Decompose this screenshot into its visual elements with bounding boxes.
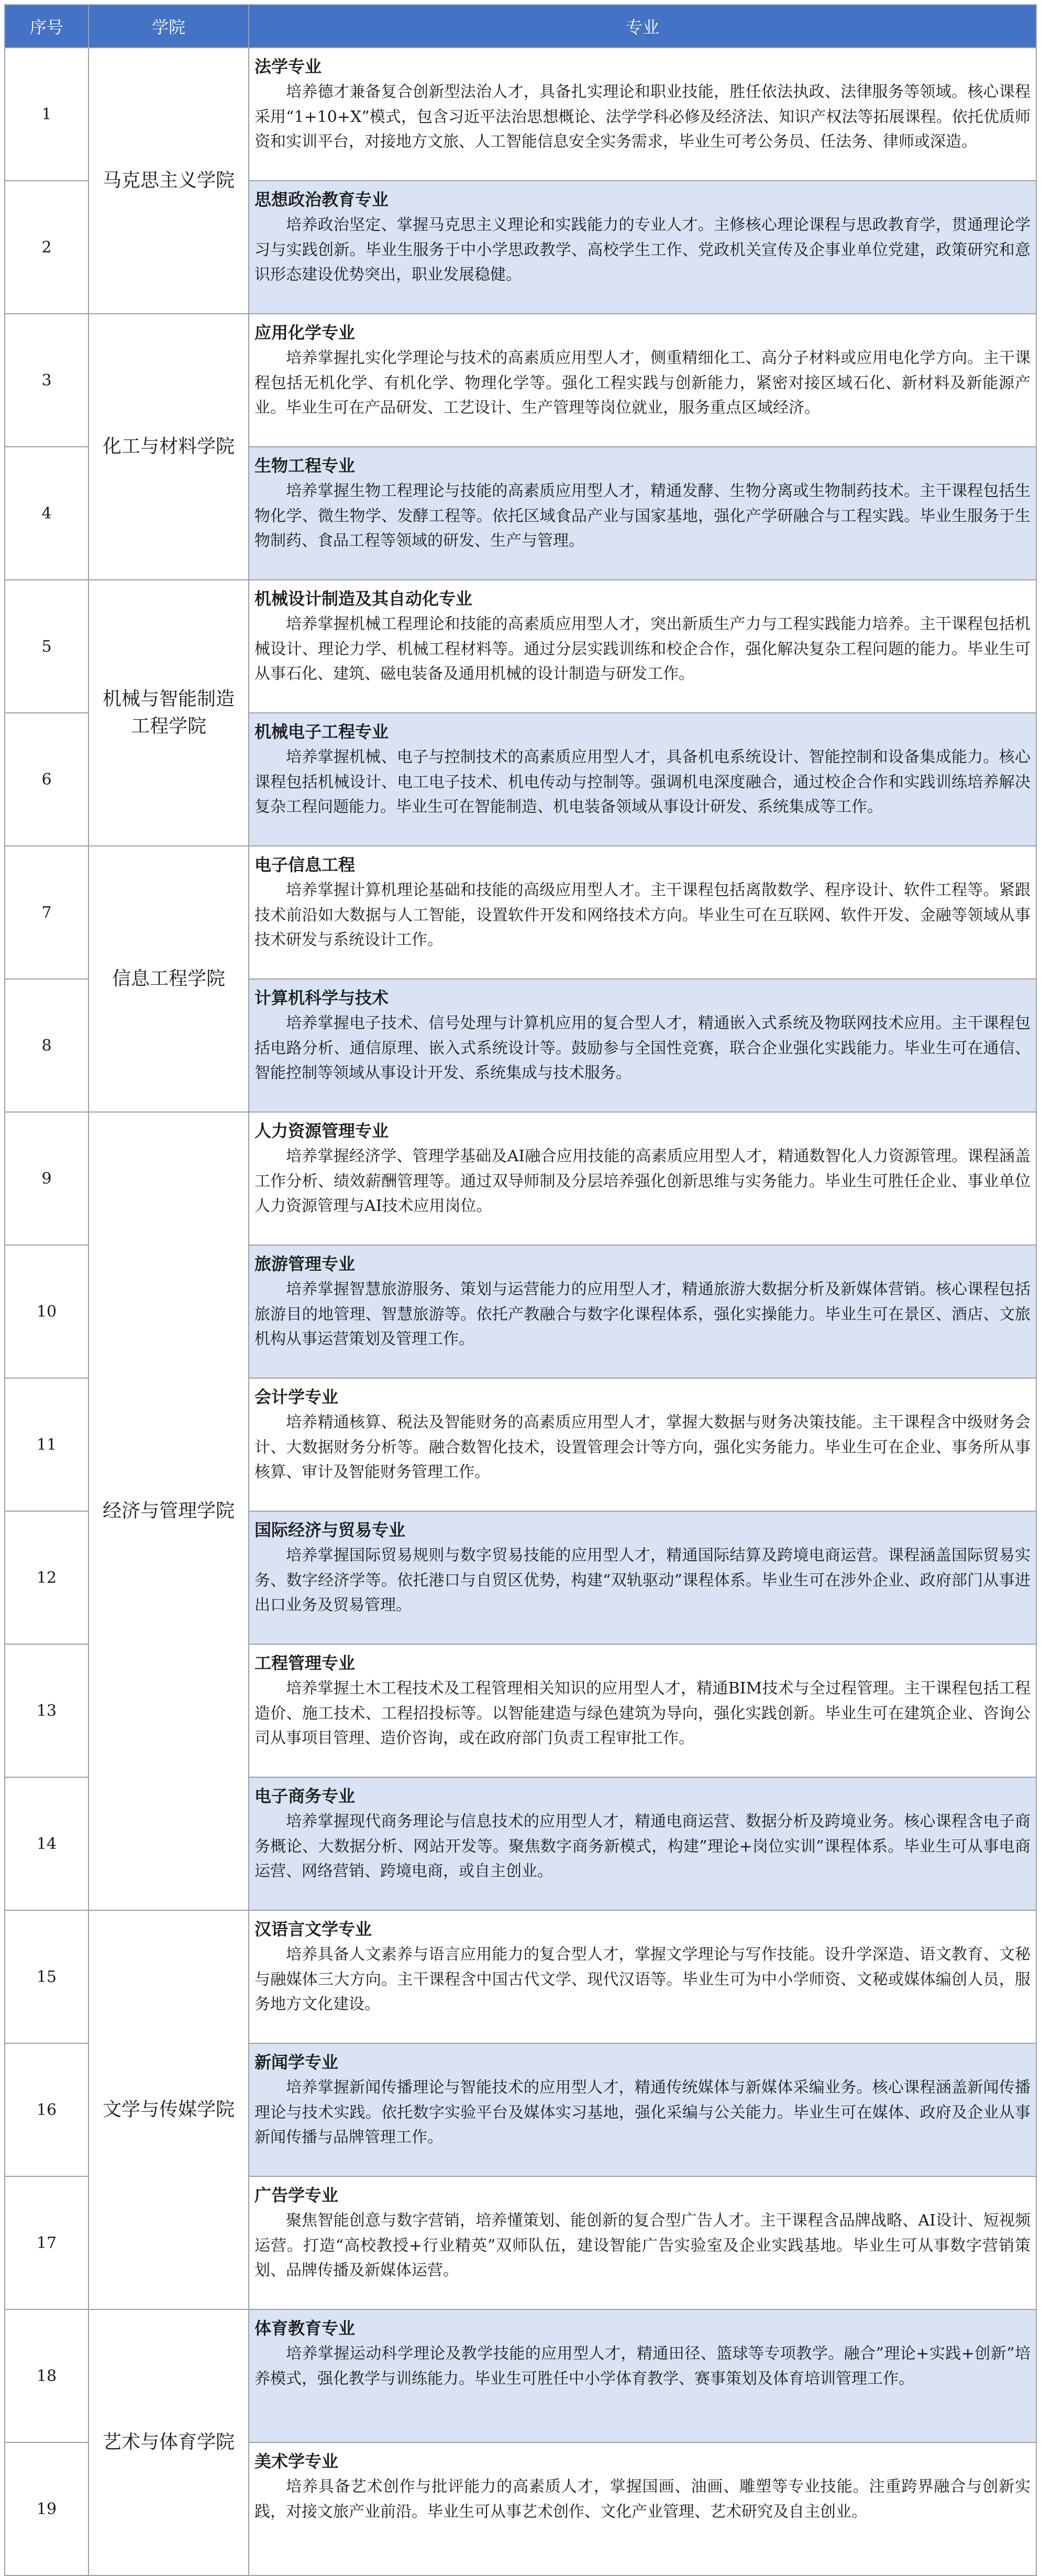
major-description: 培养具备艺术创作与批评能力的高素质人才，掌握国画、油画、雕塑等专业技能。注重跨界融合与创新实践，对接文旅产业前沿。毕业生可从事艺术创作、文化产业管理、艺术研究及自主创业。 — [254, 2478, 1031, 2521]
major-title: 新闻学专业 — [254, 2052, 339, 2072]
major-description: 培养掌握国际贸易规则与数字贸易技能的应用型人才，精通国际结算及跨境电商运营。课程涵盖国际贸易实务、数字经济学等。依托港口与自贸区优势，构建“双轨驱动”课程体系。毕业生可在涉外企业、政府部门从事进出口业务及贸易管理。 — [254, 1546, 1031, 1614]
table-row — [5, 846, 1036, 979]
college-name: 信息工程学院 — [88, 846, 249, 1112]
row-number: 3 — [5, 314, 88, 447]
major-cell — [249, 447, 1036, 580]
row-number: 19 — [5, 2442, 88, 2575]
major-cell — [249, 1777, 1036, 1910]
row-number: 8 — [5, 979, 88, 1112]
row-number: 18 — [5, 2309, 88, 2442]
row-number: 15 — [5, 1910, 88, 2043]
major-description: 聚焦智能创意与数字营销，培养懂策划、能创新的复合型广告人才。主干课程含品牌战略、AI设计、短视频运营。打造“高校教授+行业精英”双师队伍，建设智能广告实验室及企业实践基地。毕业生可从事数字营销策划、品牌传播及新媒体运营。 — [254, 2211, 1031, 2280]
major-cell — [249, 1910, 1036, 2043]
major-title: 国际经济与贸易专业 — [254, 1520, 406, 1540]
college-name: 艺术与体育学院 — [88, 2309, 249, 2575]
major-title: 法学专业 — [254, 57, 322, 76]
major-title: 汉语言文学专业 — [254, 1919, 372, 1939]
row-number: 13 — [5, 1644, 88, 1777]
major-cell — [249, 1112, 1036, 1245]
college-name: 经济与管理学院 — [88, 1112, 249, 1910]
row-number: 14 — [5, 1777, 88, 1910]
table-row — [5, 580, 1036, 713]
major-cell — [249, 181, 1036, 314]
major-title: 计算机科学与技术 — [254, 988, 389, 1008]
row-number: 1 — [5, 48, 88, 181]
college-name: 机械与智能制造工程学院 — [88, 580, 249, 846]
table-row — [5, 1112, 1036, 1245]
college-name: 文学与传媒学院 — [88, 1910, 249, 2309]
major-title: 电子信息工程 — [254, 855, 356, 875]
major-description: 培养具备人文素养与语言应用能力的复合型人才，掌握文学理论与写作技能。设升学深造、语文教育、文秘与融媒体三大方向。主干课程含中国古代文学、现代汉语等。毕业生可为中小学师资、文秘或媒体编创人员，服务地方文化建设。 — [254, 1945, 1031, 2013]
major-title: 电子商务专业 — [254, 1786, 356, 1806]
table-row — [5, 1910, 1036, 2043]
major-title: 美术学专业 — [254, 2451, 339, 2471]
major-description: 培养精通核算、税法及智能财务的高素质应用型人才，掌握大数据与财务决策技能。主干课程含中级财务会计、大数据财务分析等。融合数智化技术，设置管理会计等方向，强化实务能力。毕业生可在企业、事务所从事核算、审计及智能财务管理工作。 — [254, 1413, 1031, 1481]
header-row — [5, 5, 1036, 48]
major-cell — [249, 1245, 1036, 1378]
major-description: 培养掌握智慧旅游服务、策划与运营能力的应用型人才，精通旅游大数据分析及新媒体营销。核心课程包括旅游目的地管理、智慧旅游等。依托产教融合与数字化课程体系，强化实操能力。毕业生可在景区、酒店、文旅机构从事运营策划及管理工作。 — [254, 1280, 1031, 1348]
major-description: 培养掌握运动科学理论及教学技能的应用型人才，精通田径、篮球等专项教学。融合”理论+实践+创新”培养模式，强化教学与训练能力。毕业生可胜任中小学体育教学、赛事策划及体育培训管理工作。 — [254, 2344, 1031, 2388]
major-description: 培养掌握经济学、管理学基础及AI融合应用技能的高素质应用型人才，精通数智化人力资源管理。课程涵盖工作分析、绩效薪酬管理等。通过双导师制及分层培养强化创新思维与实务能力。毕业生可胜任企业、事业单位人力资源管理与AI技术应用岗位。 — [254, 1147, 1031, 1215]
major-title: 生物工程专业 — [254, 456, 356, 476]
row-number: 6 — [5, 713, 88, 846]
table-row — [5, 48, 1036, 181]
major-cell — [249, 314, 1036, 447]
row-number: 16 — [5, 2043, 88, 2176]
major-cell — [249, 1378, 1036, 1511]
header-no: 序号 — [5, 5, 88, 48]
row-number: 2 — [5, 181, 88, 314]
row-number: 9 — [5, 1112, 88, 1245]
major-cell — [249, 846, 1036, 979]
row-number: 11 — [5, 1378, 88, 1511]
major-cell — [249, 979, 1036, 1112]
major-cell — [249, 2309, 1036, 2442]
major-title: 思想政治教育专业 — [254, 190, 389, 210]
major-title: 旅游管理专业 — [254, 1254, 356, 1274]
row-number: 5 — [5, 580, 88, 713]
major-cell — [249, 1511, 1036, 1644]
row-number: 17 — [5, 2176, 88, 2309]
major-description: 培养掌握土木工程技术及工程管理相关知识的应用型人才，精通BIM技术与全过程管理。主干课程包括工程造价、施工技术、工程招投标等。以智能建造与绿色建筑为导向，强化实践创新。毕业生可在建筑企业、咨询公司从事项目管理、造价咨询，或在政府部门负责工程审批工作。 — [254, 1679, 1031, 1747]
college-name: 化工与材料学院 — [88, 314, 249, 580]
row-number: 4 — [5, 447, 88, 580]
major-description: 培养掌握机械工程理论和技能的高素质应用型人才，突出新质生产力与工程实践能力培养。主干课程包括机械设计、理论力学、机械工程材料等。通过分层实践训练和校企合作，强化解决复杂工程问题的能力。毕业生可从事石化、建筑、磁电装备及通用机械的设计制造与研发工作。 — [254, 615, 1031, 683]
major-title: 人力资源管理专业 — [254, 1121, 389, 1141]
major-title: 机械电子工程专业 — [254, 722, 389, 742]
majors-table — [4, 4, 1037, 2576]
major-cell — [249, 2043, 1036, 2176]
major-title: 工程管理专业 — [254, 1653, 356, 1673]
major-title: 应用化学专业 — [254, 323, 356, 343]
major-title: 体育教育专业 — [254, 2318, 356, 2338]
major-description: 培养掌握计算机理论基础和技能的高级应用型人才。主干课程包括离散数学、程序设计、软件工程等。紧跟技术前沿如大数据与人工智能，设置软件开发和网络技术方向。毕业生可在互联网、软件开发、金融等领域从事技术研发与系统设计工作。 — [254, 881, 1031, 949]
major-cell — [249, 2176, 1036, 2309]
major-description: 培养掌握生物工程理论与技能的高素质应用型人才，精通发酵、生物分离或生物制药技术。主干课程包括生物化学、微生物学、发酵工程等。依托区域食品产业与国家基地，强化产学研融合与工程实践。毕业生服务于生物制药、食品工程等领域的研发、生产与管理。 — [254, 482, 1031, 550]
row-number: 12 — [5, 1511, 88, 1644]
major-title: 广告学专业 — [254, 2185, 339, 2205]
major-description: 培养掌握扎实化学理论与技术的高素质应用型人才，侧重精细化工、高分子材料或应用电化学方向。主干课程包括无机化学、有机化学、物理化学等。强化工程实践与创新能力，紧密对接区域石化、新材料及新能源产业。毕业生可在产品研发、工艺设计、生产管理等岗位就业，服务重点区域经济。 — [254, 349, 1031, 417]
row-number: 10 — [5, 1245, 88, 1378]
major-description: 培养德才兼备复合创新型法治人才，具备扎实理论和职业技能，胜任依法执政、法律服务等领域。核心课程采用“1+10+X”模式，包含习近平法治思想概论、法学学科必修及经济法、知识产权法等拓展课程。依托优质师资和实训平台，对接地方文旅、人工智能信息安全实务需求，毕业生可考公务员、任法务、律师或深造。 — [254, 83, 1031, 151]
college-name: 马克思主义学院 — [88, 48, 249, 314]
table-row — [5, 314, 1036, 447]
major-description: 培养掌握机械、电子与控制技术的高素质应用型人才，具备机电系统设计、智能控制和设备集成能力。核心课程包括机械设计、电工电子技术、机电传动与控制等。强调机电深度融合，通过校企合作和实践训练培养解决复杂工程问题能力。毕业生可在智能制造、机电装备领域从事设计研发、系统集成等工作。 — [254, 748, 1031, 816]
major-cell — [249, 1644, 1036, 1777]
major-description: 培养掌握电子技术、信号处理与计算机应用的复合型人才，精通嵌入式系统及物联网技术应用。主干课程包括电路分析、通信原理、嵌入式系统设计等。鼓励参与全国性竞赛，联合企业强化实践能力。毕业生可在通信、智能控制等领域从事设计开发、系统集成与技术服务。 — [254, 1014, 1031, 1082]
major-description: 培养掌握新闻传播理论与智能技术的应用型人才，精通传统媒体与新媒体采编业务。核心课程涵盖新闻传播理论与技术实践。依托数字实验平台及媒体实习基地，强化采编与公关能力。毕业生可在媒体、政府及企业从事新闻传播与品牌管理工作。 — [254, 2078, 1031, 2146]
major-cell — [249, 713, 1036, 846]
major-cell — [249, 2442, 1036, 2575]
major-cell — [249, 580, 1036, 713]
header-college: 学院 — [88, 5, 249, 48]
major-description: 培养政治坚定、掌握马克思主义理论和实践能力的专业人才。主修核心理论课程与思政教育学，贯通理论学习与实践创新。毕业生服务于中小学思政教学、高校学生工作、党政机关宣传及企事业单位党建，政策研究和意识形态建设优势突出，职业发展稳健。 — [254, 216, 1031, 284]
table-row — [5, 2309, 1036, 2442]
header-major: 专业 — [249, 5, 1036, 48]
major-cell — [249, 48, 1036, 181]
row-number: 7 — [5, 846, 88, 979]
major-title: 机械设计制造及其自动化专业 — [254, 589, 473, 609]
major-title: 会计学专业 — [254, 1387, 339, 1407]
major-description: 培养掌握现代商务理论与信息技术的应用型人才，精通电商运营、数据分析及跨境业务。核心课程含电子商务概论、大数据分析、网站开发等。聚焦数字商务新模式，构建”理论+岗位实训”课程体系。毕业生可从事电商运营、网络营销、跨境电商，或自主创业。 — [254, 1812, 1031, 1880]
